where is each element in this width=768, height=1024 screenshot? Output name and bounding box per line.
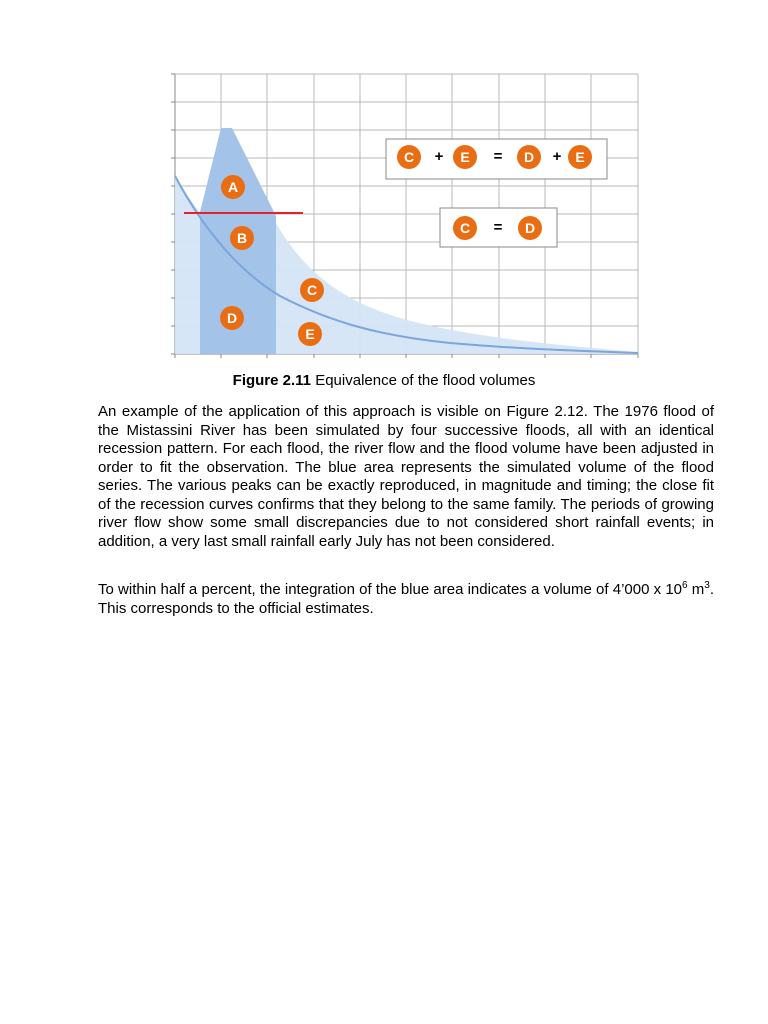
svg-text:D: D (226, 310, 238, 326)
figure-caption-text: Equivalence of the flood volumes (311, 372, 536, 389)
svg-text:E: E (575, 149, 585, 165)
svg-text:+: + (552, 148, 562, 165)
badge-d (220, 306, 244, 330)
svg-text:C: C (403, 149, 415, 165)
svg-text:C: C (459, 220, 471, 236)
figure-diagram (0, 0, 768, 370)
svg-text:E: E (460, 149, 470, 165)
badge-a (221, 175, 245, 199)
svg-text:+: + (434, 148, 444, 165)
figure-caption (0, 372, 768, 390)
svg-text:D: D (523, 149, 535, 165)
flood-volume-figure (0, 0, 768, 370)
svg-text:C: C (306, 282, 318, 298)
figure-number: Figure 2.11 (232, 372, 312, 389)
equation-box-cede (386, 139, 607, 179)
svg-text:=: = (493, 148, 503, 165)
svg-text:=: = (493, 219, 503, 236)
badge-c (300, 278, 324, 302)
p2-superscript-exponent: 6 (682, 580, 688, 591)
p2-text-end: . This corresponds to the official estimates. (98, 581, 714, 617)
svg-text:A: A (227, 179, 239, 195)
p2-text-unit: m (687, 581, 705, 598)
svg-text:D: D (524, 220, 536, 236)
badge-b (230, 226, 254, 250)
svg-text:E: E (305, 326, 315, 342)
body-paragraph-2 (98, 581, 714, 618)
p2-text-start: To within half a percent, the integration of the blue area indicates a volume of 4’000 x 10 (98, 581, 682, 598)
badge-e (298, 322, 322, 346)
svg-text:B: B (236, 230, 248, 246)
body-paragraph-1: An example of the application of this approach is visible on Figure 2.12. The 1976 flood of the Mistassini River has been simulated by four successive floods, all with an identical recession pattern. For each flood, the river flow and the flood volume have been adjusted in order to fit the observation. The blue area represents the simulated volume of the flood series. The various peaks can be exactly reproduced, in magnitude and timing; the close fit of the recession curves confirms that they belong to the same family. The periods of growing river flow show some small discrepancies due to not considered short rainfall events; in addition, a very last small rainfall early July has not been considered. (98, 403, 714, 550)
equation-box-cd (440, 208, 557, 247)
p2-superscript-cubic: 3 (704, 580, 710, 591)
